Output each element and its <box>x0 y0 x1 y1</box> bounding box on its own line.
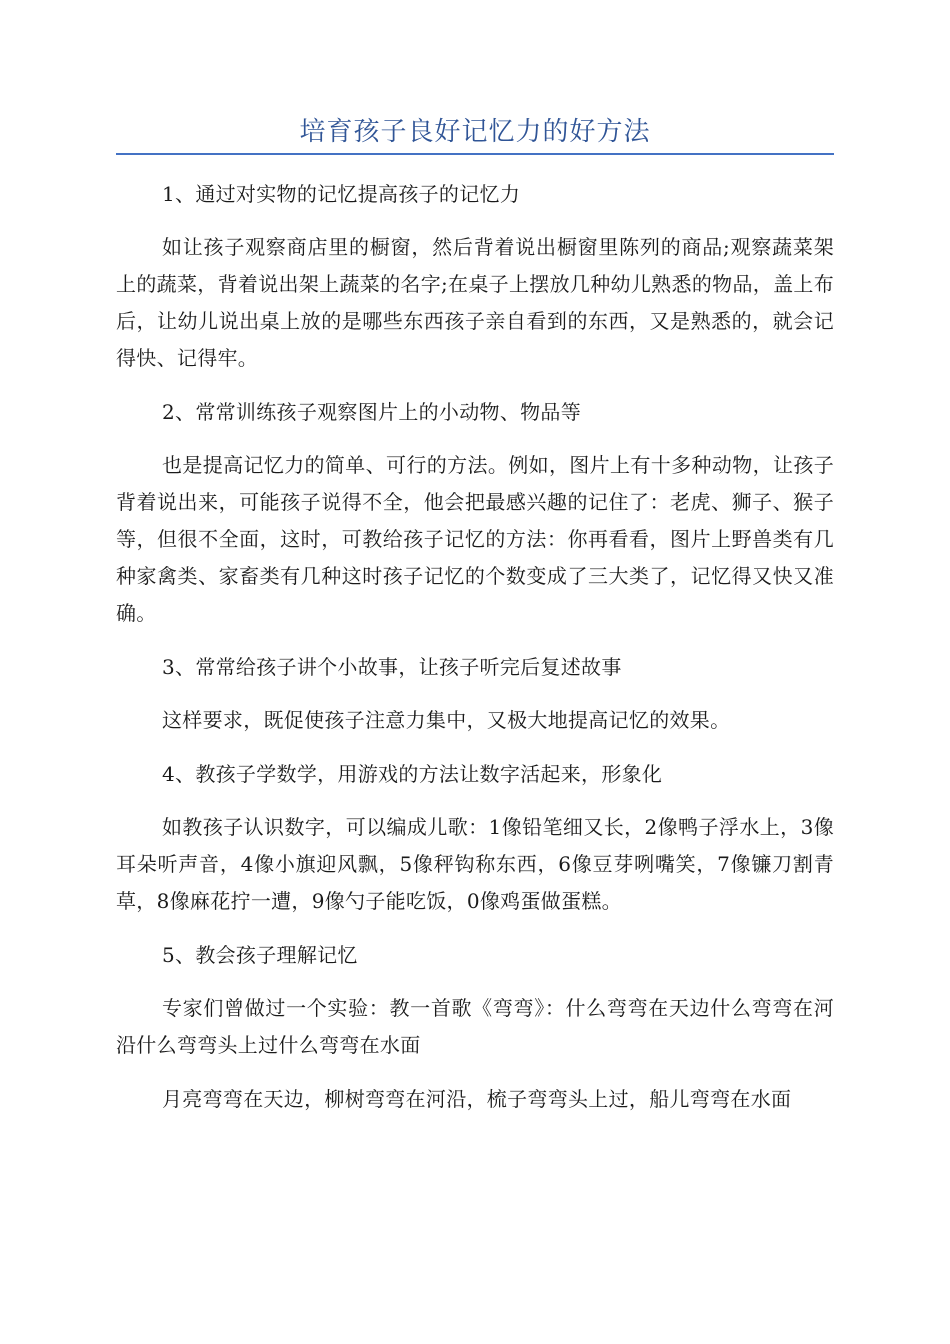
section-paragraph-5a: 专家们曾做过一个实验：教一首歌《弯弯》：什么弯弯在天边什么弯弯在河沿什么弯弯头上过什么弯弯在水面 <box>116 996 834 1057</box>
section-heading-5: 5、教会孩子理解记忆 <box>162 943 358 967</box>
section-paragraph-1: 如让孩子观察商店里的橱窗，然后背着说出橱窗里陈列的商品;观察蔬菜架上的蔬菜，背着说出架上蔬菜的名字;在桌子上摆放几种幼儿熟悉的物品，盖上布后，让幼儿说出桌上放的是哪些东西孩子亲自看到的东西，又是熟悉的，就会记得快、记得牢。 <box>116 235 834 370</box>
section-heading-2: 2、常常训练孩子观察图片上的小动物、物品等 <box>162 400 582 424</box>
document-body <box>116 176 834 1135</box>
document-title: 培育孩子良好记忆力的好方法 <box>299 117 651 147</box>
section-heading-1: 1、通过对实物的记忆提高孩子的记忆力 <box>162 182 521 206</box>
section-heading-3: 3、常常给孩子讲个小故事，让孩子听完后复述故事 <box>162 655 622 679</box>
section-paragraph-2: 也是提高记忆力的简单、可行的方法。例如，图片上有十多种动物，让孩子背着说出来，可能孩子说得不全，他会把最感兴趣的记住了：老虎、狮子、猴子等，但很不全面，这时，可教给孩子记忆的方法：你再看看，图片上野兽类有几种家禽类、家畜类有几种这时孩子记忆的个数变成了三大类了，记忆得又快又准确。 <box>116 453 834 625</box>
title-underline <box>116 153 834 155</box>
section-paragraph-5b: 月亮弯弯在天边，柳树弯弯在河沿，梳子弯弯头上过，船儿弯弯在水面 <box>162 1087 792 1111</box>
section-paragraph-3: 这样要求，既促使孩子注意力集中，又极大地提高记忆的效果。 <box>162 708 731 732</box>
section-heading-4: 4、教孩子学数学，用游戏的方法让数字活起来，形象化 <box>162 762 663 786</box>
section-paragraph-4: 如教孩子认识数字，可以编成儿歌：1像铅笔细又长，2像鸭子浮水上，3像耳朵听声音，4像小旗迎风飘，5像秤钩称东西，6像豆芽咧嘴笑，7像镰刀割青草，8像麻花拧一遭，9像勺子能吃饭，0像鸡蛋做蛋糕。 <box>116 815 834 913</box>
